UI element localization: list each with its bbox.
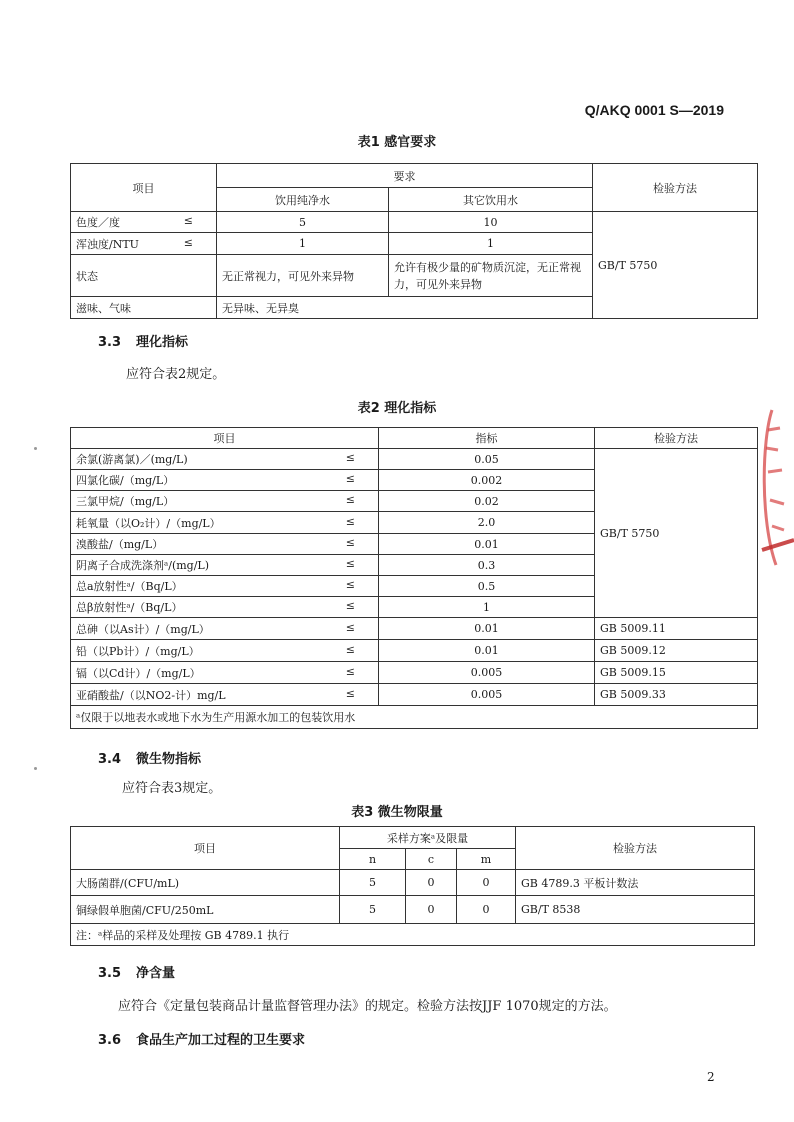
t2-row-method: GB 5009.33 — [595, 684, 758, 706]
scan-speck — [34, 447, 37, 450]
section-3-3-heading: 3.3 理化指标 — [98, 335, 189, 350]
section-3-6-heading: 3.6 食品生产加工过程的卫生要求 — [98, 1033, 306, 1048]
t1-row-pure: 1 — [217, 233, 389, 255]
t1-row-item: 滋味、气味 — [71, 297, 217, 319]
t2-row-item: 耗氧量（以O₂计）/（mg/L） ≤ — [71, 512, 379, 534]
t2-row-item: 三氯甲烷/（mg/L） ≤ — [71, 491, 379, 512]
t3-row-method: GB/T 8538 — [516, 896, 755, 924]
t2-row-item: 总β放射性ᵃ/（Bq/L） ≤ — [71, 597, 379, 618]
t2-row-value: 0.01 — [379, 618, 595, 640]
t3-row-n: 5 — [340, 870, 406, 896]
t3-header-plan: 采样方案ᵃ及限量 — [340, 827, 516, 849]
t2-row-method: GB 5009.15 — [595, 662, 758, 684]
t2-row-value: 0.002 — [379, 470, 595, 491]
t1-row-other: 10 — [389, 212, 593, 233]
t3-row-item: 大肠菌群/(CFU/mL) — [71, 870, 340, 896]
t2-row-item: 总砷（以As计）/（mg/L） ≤ — [71, 618, 379, 640]
table2-caption: 表2 理化指标 — [357, 401, 437, 416]
t3-header-c: c — [406, 849, 457, 870]
table3 — [70, 826, 755, 946]
t2-row-value: 0.3 — [379, 555, 595, 576]
t2-row-value: 0.05 — [379, 449, 595, 470]
document-id: Q/AKQ 0001 S—2019 — [584, 102, 724, 118]
section-3-3-text: 应符合表2规定。 — [126, 367, 226, 382]
t2-row-item: 总a放射性ᵃ/（Bq/L） ≤ — [71, 576, 379, 597]
t3-row-n: 5 — [340, 896, 406, 924]
t2-row-item: 镉（以Cd计）/（mg/L） ≤ — [71, 662, 379, 684]
t3-footnote: 注：ᵃ样品的采样及处理按 GB 4789.1 执行 — [71, 924, 755, 946]
t2-row-item: 四氯化碳/（mg/L） ≤ — [71, 470, 379, 491]
t2-header-method: 检验方法 — [595, 428, 758, 449]
table2 — [70, 427, 758, 729]
scan-speck — [34, 767, 37, 770]
t1-row-item: 色度／度 ≤ — [71, 212, 217, 233]
t2-row-value: 2.0 — [379, 512, 595, 534]
t1-row-item: 状态 — [71, 255, 217, 297]
t2-row-item: 溴酸盐/（mg/L） ≤ — [71, 534, 379, 555]
t1-header-requirement: 要求 — [217, 164, 593, 188]
t1-row-other: 允许有极少量的矿物质沉淀，无正常视力，可见外来异物 — [389, 255, 593, 297]
t3-header-method: 检验方法 — [516, 827, 755, 870]
t1-header-pure-water: 饮用纯净水 — [217, 188, 389, 212]
t2-row-item: 亚硝酸盐/（以NO2-计）mg/L ≤ — [71, 684, 379, 706]
t2-row-item: 铅（以Pb计）/（mg/L） ≤ — [71, 640, 379, 662]
t2-row-value: 0.5 — [379, 576, 595, 597]
t1-header-method: 检验方法 — [593, 164, 758, 212]
t2-row-value: 0.01 — [379, 640, 595, 662]
seal-stamp — [758, 400, 794, 580]
t3-header-n: n — [340, 849, 406, 870]
t1-row-pure: 无正常视力，可见外来异物 — [217, 255, 389, 297]
t1-header-item: 项目 — [71, 164, 217, 212]
t2-row-value: 0.005 — [379, 684, 595, 706]
t3-row-c: 0 — [406, 870, 457, 896]
t3-row-method: GB 4789.3 平板计数法 — [516, 870, 755, 896]
t3-row-m: 0 — [457, 896, 516, 924]
t1-row-merged: 无异味、无异臭 — [217, 297, 593, 319]
t3-row-m: 0 — [457, 870, 516, 896]
t2-footnote: ᵃ仅限于以地表水或地下水为生产用源水加工的包装饮用水 — [71, 706, 758, 729]
t2-row-method: GB 5009.12 — [595, 640, 758, 662]
t2-row-value: 1 — [379, 597, 595, 618]
section-3-5-heading: 3.5 净含量 — [98, 966, 176, 981]
t2-row-method: GB 5009.11 — [595, 618, 758, 640]
t2-row-value: 0.02 — [379, 491, 595, 512]
section-3-4-text: 应符合表3规定。 — [122, 781, 222, 796]
t3-row-item: 铜绿假单胞菌/CFU/250mL — [71, 896, 340, 924]
t3-header-m: m — [457, 849, 516, 870]
table1 — [70, 163, 758, 319]
page-number: 2 — [707, 1070, 715, 1084]
t3-header-item: 项目 — [71, 827, 340, 870]
t3-row-c: 0 — [406, 896, 457, 924]
t1-row-other: 1 — [389, 233, 593, 255]
t2-row-item: 余氯(游离氯)／(mg/L) ≤ — [71, 449, 379, 470]
table3-caption: 表3 微生物限量 — [351, 805, 443, 820]
t2-row-value: 0.005 — [379, 662, 595, 684]
t2-header-item: 项目 — [71, 428, 379, 449]
section-3-5-text: 应符合《定量包装商品计量监督管理办法》的规定。检验方法按JJF 1070规定的方法。 — [118, 999, 617, 1014]
t2-row-value: 0.01 — [379, 534, 595, 555]
t1-header-other-water: 其它饮用水 — [389, 188, 593, 212]
t2-group-method: GB/T 5750 — [595, 449, 758, 618]
section-3-4-heading: 3.4 微生物指标 — [98, 752, 202, 767]
t2-header-index: 指标 — [379, 428, 595, 449]
t1-row-item: 浑浊度/NTU ≤ — [71, 233, 217, 255]
t1-row-pure: 5 — [217, 212, 389, 233]
t2-row-item: 阴离子合成洗涤剂ᵃ/(mg/L) ≤ — [71, 555, 379, 576]
t1-method: GB/T 5750 — [593, 212, 758, 319]
table1-caption: 表1 感官要求 — [357, 135, 437, 150]
